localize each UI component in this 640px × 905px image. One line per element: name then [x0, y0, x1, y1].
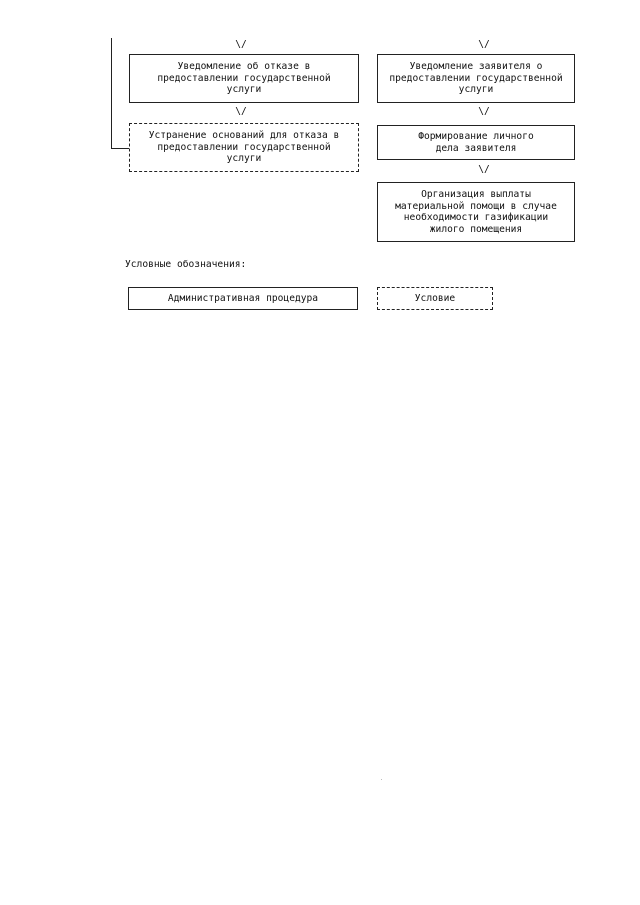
- arrow-down-left-2: \/: [235, 106, 247, 117]
- arrow-down-right-3: \/: [478, 164, 490, 175]
- legend-procedure-box: Административная процедура: [128, 287, 358, 310]
- legend-condition-box: Условие: [377, 287, 493, 310]
- arrow-down-right-2: \/: [478, 106, 490, 117]
- page-speck: [381, 779, 382, 780]
- loop-connector-vertical: [111, 38, 112, 148]
- applicant-notice-box: Уведомление заявителя о предоставлении государственной услуги: [377, 54, 575, 103]
- refusal-notice-box: Уведомление об отказе в предоставлении государственной услуги: [129, 54, 359, 103]
- legend-title: Условные обозначения:: [125, 259, 247, 270]
- payment-organization-box: Организация выплаты материальной помощи в случае необходимости газификации жилого помещения: [377, 182, 575, 242]
- eliminate-grounds-box: Устранение оснований для отказа в предоставлении государственной услуги: [129, 123, 359, 172]
- personal-file-box: Формирование личного дела заявителя: [377, 125, 575, 160]
- arrow-down-right-1: \/: [478, 39, 490, 50]
- arrow-down-left-1: \/: [235, 39, 247, 50]
- loop-connector-horizontal: [111, 148, 129, 149]
